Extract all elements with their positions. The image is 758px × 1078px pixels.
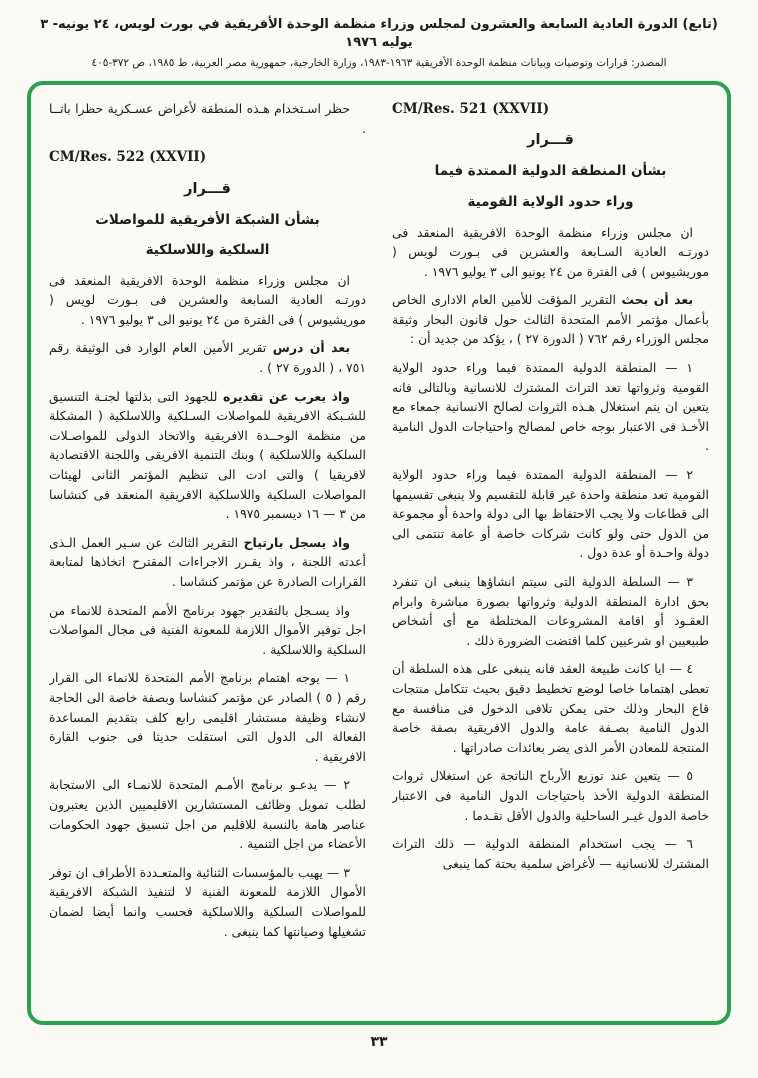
res522-paragraph [49,387,366,524]
paragraph-text: ٣ — السلطة الدولية التى سيتم انشاؤها ينبغى ان تنفرد بحق ادارة المنطقة الدولية وثرواتها بصورة مباشرة وابرام العقـود أو اقامة المشروعات المختلطة مع أى أشخاص طبيعيين او شرعيين كلما اقتضت الضرورة ذلك . [392,574,709,648]
paragraph-text: ٢ — المنطقة الدولية الممتدة فيما وراء حدود الولاية القومية تعد منطقة واحدة غير قابلة للتقسيم ولا ينبغى تقسيمها الى قطاعات ولا يجب الاحتفاظ بها الى دولة واحدة أو مجموعة من الدول حتى ولو كانت شركات خاصة أو عامة تنتمى الى دولة واحـدة أو عدة دول . [392,467,709,561]
header-title: (تابع) الدورة العادية السابعة والعشرون لمجلس وزراء منظمة الوحدة الأفريقية في بورت لويس، ٢٤ يونيه- ٣ يوليه ١٩٧٦ [40,17,718,50]
resolution-heading-522: قـــرار [184,180,231,197]
paragraph-text: تقرير الأمين العام الوارد فى الوثيقة رقم ٧٥١ ، ( الدورة ٢٧ ) . [49,340,366,376]
green-border-frame [27,81,731,1025]
res521-paragraph [392,766,709,825]
paragraph-text: ١ — يوجه اهتمام برنامج الأمم المتحدة للانماء الى القرار رقم ( ٥ ) الصادر عن مؤتمر كنشاسا وبصفة خاصة الى الحاجة لانشاء وظيفة مستشار اقليمى رابع كلف بتقديم المساعدة الفعالة الى الدول التى استقلت حديثا فى جنوب القارة الافريقية . [49,670,366,764]
resolution-subtitle-521-line1: بشأن المنطقة الدولية الممتدة فيما [434,163,667,180]
paragraph-text: ٤ — ايا كانت طبيعة العقد فانه ينبغى على هذه السلطة أن تعطى اهتماما خاصا لوضع تخطيط دقيق بحيث تتكامل منتجات قاع البحار وذلك حتى يمكن تلافى الدخول فى منافسة مع الدول النامية بصـفة عامة والدول الافريقية بصفة خاصة المنتجة للمعادن الأمر الذى يضر بعائدات صادراتها . [392,661,709,755]
res522-paragraph [49,601,366,660]
paragraph-text: ٣ — يهيب بالمؤسسات الثنائية والمتعـددة الأطراف ان توفر الأموال اللازمة للمعونة الفنية لا لتنفيذ الشبكة الافريقية للمواصلات السلكية واللاسلكية فحسب وانما أيضا لضمان تشغيلها وصيانتها كما ينبغى . [49,864,366,939]
paragraph-text: ٦ — يجب استخدام المنطقة الدولية — ذلك التراث المشترك للانسانية — لأغراض سلمية بحتة كما ينبغى [392,836,709,871]
res521-paragraph [392,465,709,563]
paragraph-text: ان مجلس وزراء منظمة الوحدة الافريقية المنعقد فى دورتـه العادية السـابعة والعشرين فى بـورت لويس ( موريشيوس ) فى الفترة من ٢٤ يونيو الى ٣ يوليو ١٩٧٦ . [392,224,709,279]
resolution-heading-521: قـــرار [527,132,574,149]
paragraph-lead: بعد أن درس [266,340,350,356]
res521-paragraph [392,358,709,456]
column-right-res521 [392,99,709,1011]
paragraph-lead: بعد أن بحث [615,292,693,308]
resolution-id-522: CM/Res. 522 (XXVII) [49,149,207,166]
res521-paragraph [392,223,709,282]
page-number: ٣٣ [370,1034,388,1051]
resolution-subtitle-522-line2: السلكية واللاسلكية [145,242,270,259]
res522-paragraph [49,668,366,766]
resolution-id-521: CM/Res. 521 (XXVII) [392,101,550,118]
res522-paragraph [49,271,366,330]
resolution-subtitle-521-line2: وراء حدود الولاية القومية [467,193,634,210]
paragraph-text: للجهود التى بذلتها لجنـة التنسيق للشـبكة الافريقية للمواصلات السـلكية واللاسلكية ( المشكلة من منظمة الوحــدة الافريقية والاتحاد الدولى للمواصـلات السلكية واللاسلكية ) وبنك التنمية الافريقى واللجنة الاقتصادية لافريقيا ) والتى ادت الى تنظيم المؤتمر الثانى لهيئات المواصلات السلكية واللاسلكية الافريقية المنعقد فى كنشاسا من ٣ — ١٦ ديسمبر ١٩٧٥ . [49,388,366,522]
paragraph-text: واذ يسـجل بالتقدير جهود برنامج الأمم المتحدة للانماء من اجل توفير الأموال اللازمة للمعونة الفنية فى مجال المواصلات السلكية واللاسلكية . [49,602,366,657]
res522-paragraph [49,533,366,592]
paragraph-lead: واذ يعرب عن تقديره [217,388,350,404]
res521-continuation-paragraph: حظر اسـتخدام هـذه المنطقة لأغراض عسـكرية حظرا باتــا . [49,101,366,136]
paragraph-text: ٢ — يدعـو برنامج الأمـم المتحدة للانمـاء الى الاستجابة لطلب تمويل وظائف المستشارين الاقليميين الذين يعتبرون عناصر هامة بالنسبة للاقليم من اجل تنسيق جهود الحكومات الأعضاء من اجل التنمية . [49,777,366,852]
res521-paragraph [392,290,709,349]
res521-paragraph [392,659,709,757]
resolution-subtitle-522-line1: بشأن الشبكة الأفريقية للمواصلات [95,211,320,228]
paragraph-text: ان مجلس وزراء منظمة الوحدة الافريقية المنعقد فى دورتـه العادية السابعة والعشرين فى بـورت لويس ( موريشيوس ) فى الفترة من ٢٤ يونيو الى ٣ يوليو ١٩٧٦ . [49,272,366,327]
res521-paragraph [392,572,709,650]
paragraph-lead: واذ يسجل بارتياح [238,534,351,550]
header-source: المصدر: قرارات وتوصيات وبيانات منظمة الوحدة الأفريقية ١٩٦٣-١٩٨٣، وزارة الخارجية، جمهورية مصر العربية، ط ١٩٨٥، ص ٣٧٢-٤٠٥ [91,57,667,70]
column-left-res522 [49,99,366,1011]
res521-paragraph [392,834,709,873]
res522-paragraph [49,338,366,377]
paragraph-text: ٥ — يتعين عند توزيع الأرباح الناتجة عن استغلال ثروات المنطقة الدولية الأخذ باحتياجات الدول النامية فى الاعتبار خاصة الدول غيـر الساحلية والدول الأقل تقـدما . [392,768,709,823]
res522-paragraph [49,775,366,853]
paragraph-text: ١ — المنطقة الدولية الممتدة فيما وراء حدود الولاية القومية وثرواتها تعد التراث المشترك للانسانية وبالتالى فانه يتعين ان يتم استغلال هـذه الثروات لصالح الانسانية جمعاء مع الأخـذ فى الاعتبار بوجه خاص لمصالح واحتياجات الدول النامية . [392,360,709,454]
two-column-layout [49,99,709,1011]
res522-paragraph [49,863,366,941]
page-header [0,0,758,69]
paragraph-text: التقرير المؤقت للأمين العام الادارى الخاص بأعمال مؤتمر الأمم المتحدة الثالث حول قانون البحار وثيقة مجلس الوزراء رقم ٧٦٢ ( الدورة ٢٧ ) ، يؤكد من جديد أن : [392,292,709,347]
paragraph-text: التقرير الثالث عن سـير العمل الـذى أعدته اللجنة ، واذ يقـرر الاجراءات المقترح اتخاذها لمتابعة القرارات الصادرة عن مؤتمر كنشاسا . [49,534,366,590]
